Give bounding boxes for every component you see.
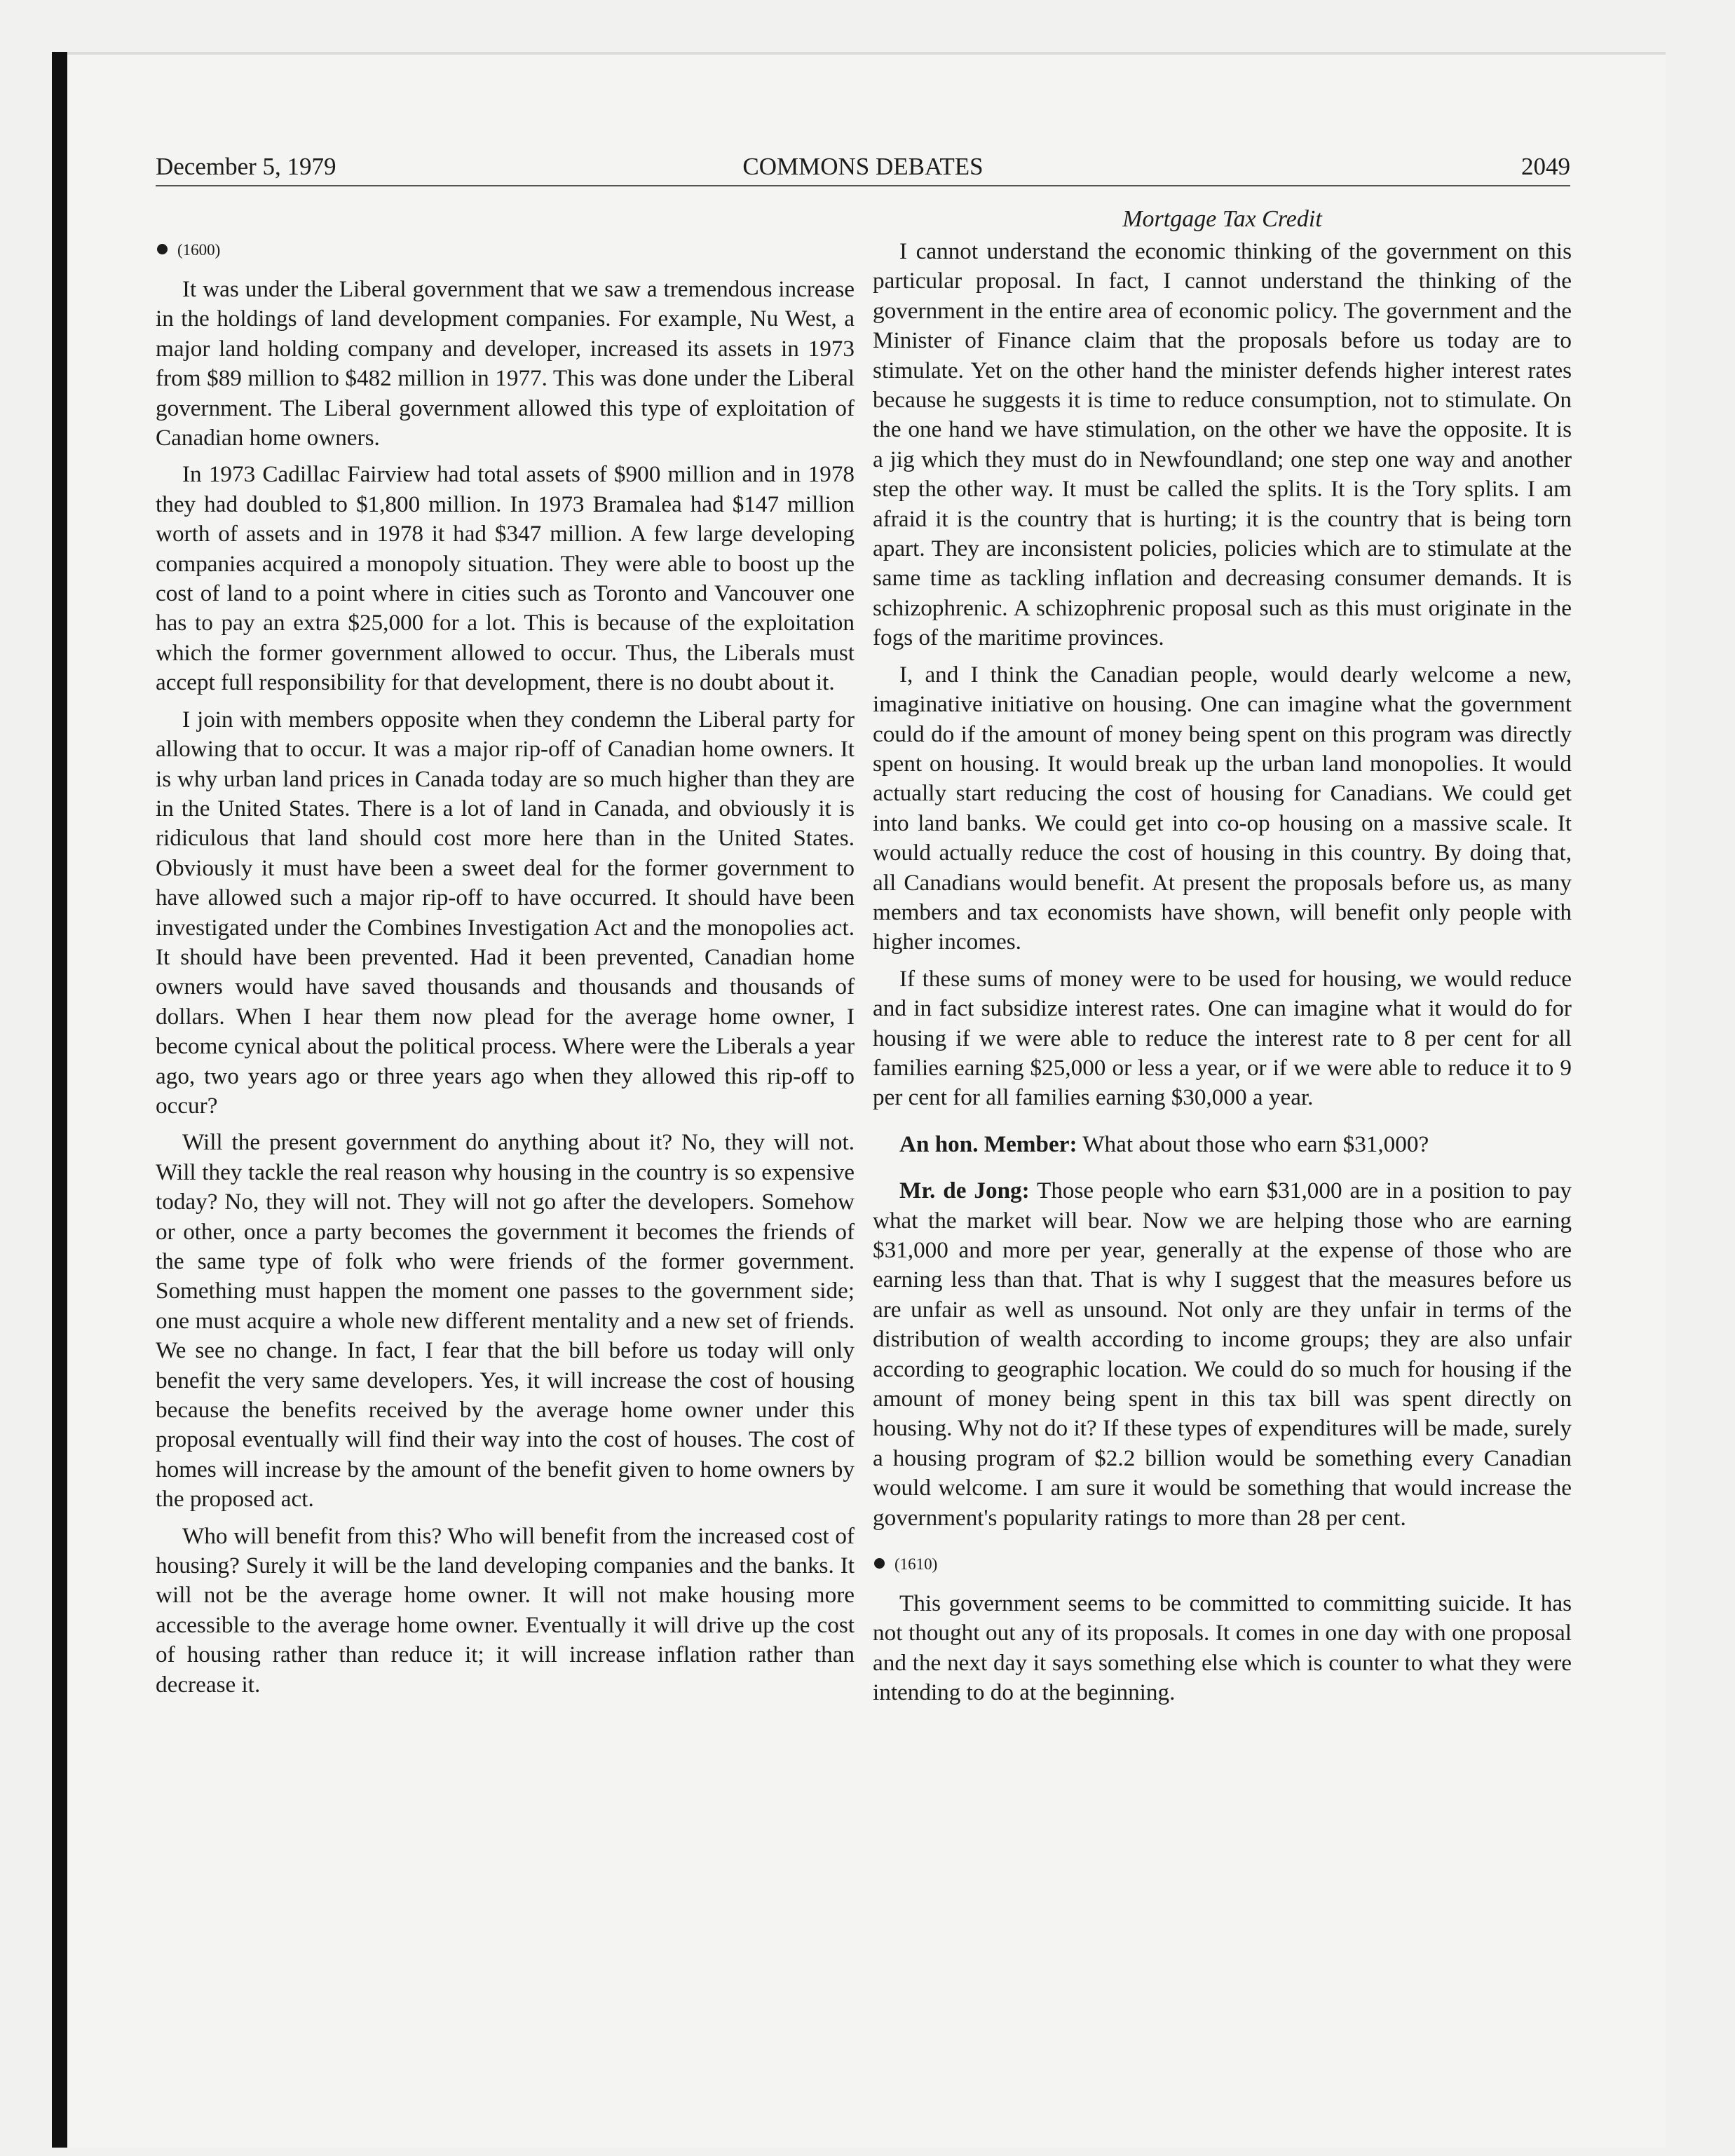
time-marker [873,1550,1572,1579]
paragraph: I cannot understand the economic thinking of the government on this particular proposal. In fact, I cannot understand the thinking of the government in the entire area of economic policy. The government and the Minister of Finance claim that the proposals before us today are to stimulate. Yet on the other hand the minister defends higher interest rates because he suggests it is time to reduce consumption, not to stimulate. On the one hand we have stimulation, on the other we have the opposite. It is a jig which they must do in Newfoundland; one step one way and another step the other way. It must be called the splits. It is the Tory splits. I am afraid it is the country that is hurting; it is the country that is being torn apart. They are inconsistent policies, policies which are to stimulate at the same time as tackling inflation and decreasing consumer demands. It is schizophrenic. A schizophrenic proposal such as this must originate in the fogs of the maritime provinces. [873,238,1572,651]
paragraph: Who will benefit from this? Who will benefit from the increased cost of housing? Surely it will be the land developing companies and the banks. It will not be the average home owner. It will not make housing more accessible to the average home owner. Eventually it will drive up the cost of housing rather than reduce it; it will increase inflation rather than decrease it. [156,1522,855,1698]
paragraph: It was under the Liberal government that we saw a tremendous increase in the holdings of land development companies. For example, Nu West, a major land holding company and developer, increased its assets in 1973 from $89 million to $482 million in 1977. This was done under the Liberal government. The Liberal government allowed this type of exploitation of Canadian home owners. [156,276,855,451]
paragraph: In 1973 Cadillac Fairview had total assets of $900 million and in 1978 they had doubled to $1,800 million. In 1973 Bramalea had $147 million worth of assets and in 1978 it had $347 million. A few large developing companies acquired a monopoly situation. They were able to boost up the cost of land to a point where in cities such as Toronto and Vancouver one has to pay an extra $25,000 for a lot. This is because of the exploitation which the former government allowed to occur. Thus, the Liberals must accept full responsibility for that development, there is no doubt about it. [156,461,855,696]
bullet-icon [157,244,168,254]
time-marker-label: (1610) [894,1555,938,1574]
header-title: COMMONS DEBATES [742,153,984,180]
paragraph: I join with members opposite when they condemn the Liberal party for allowing that to occur. It was a major rip-off of Canadian home owners. It is why urban land prices in Canada today are so much higher than they are in the United States. There is a lot of land in Canada, and obviously it is ridiculous that land should cost more here than in the United States. Obviously it must have been a sweet deal for the former government to have allowed such a major rip-off to have occurred. It should have been investigated under the Combines Investigation Act and the monopolies act. It should have been prevented. Had it been prevented, Canadian home owners would have saved thousands and thousands and thousands of dollars. When I hear them now plead for the average home owner, I become cynical about the political process. Where were the Liberals a year ago, two years ago or three years ago when they allowed this rip-off to occur? [156,706,855,1119]
speaker-name: An hon. Member: [899,1131,1077,1157]
header-rule [156,185,1570,186]
header-page-number: 2049 [1521,153,1570,180]
scan-top-edge [67,52,1666,55]
section-heading: Mortgage Tax Credit [1122,206,1322,232]
bullet-icon [874,1558,885,1569]
speech-text: What about those who earn $31,000? [1077,1131,1429,1157]
header-date: December 5, 1979 [156,153,336,180]
paragraph: If these sums of money were to be used for housing, we would reduce and in fact subsidize interest rates. One can imagine what it would do for housing if we were able to reduce the interest rate to 8 per cent for all families earning $25,000 or less a year, or if we were able to reduce it to 9 per cent for all families earning $30,000 a year. [873,965,1572,1111]
speaker-name: Mr. de Jong: [899,1178,1030,1204]
running-head [156,153,1570,184]
time-marker-label: (1600) [177,241,221,259]
speech-text: Those people who earn $31,000 are in a position to pay what the market will bear. Now we are helping those who are earning $31,000 and more per year, generally at the expense of those who are earning less than that. That is why I suggest that the measures before us are unfair as well as unsound. Not only are they unfair in terms of the distribution of wealth according to income groups; they are also unfair according to geographic location. We could do so much for housing if the amount of money being spent in this tax bill was spent directly on housing. Why not do it? If these types of expenditures will be made, surely a housing program of $2.2 billion would be something every Canadian would welcome. I am sure it would be something that would increase the government's popularity ratings to more than 28 per cent. [873,1178,1572,1531]
right-column [873,205,1572,1715]
paragraph: Will the present government do anything about it? No, they will not. Will they tackle the real reason why housing in the country is so expensive today? No, they will not. They will not go after the developers. Somehow or other, once a party becomes the government it becomes the friends of the same type of folk who were friends of the former government. Something must happen the moment one passes to the government side; one must acquire a whole new different mentality and a new set of friends. We see no change. In fact, I fear that the bill before us today will only benefit the very same developers. Yes, it will increase the cost of housing because the benefits received by the average home owner under this proposal eventually will find their way into the cost of houses. The cost of homes will increase by the amount of the benefit given to home owners by the proposed act. [156,1129,855,1513]
paragraph: I, and I think the Canadian people, would dearly welcome a new, imaginative initiative on housing. One can imagine what the government could do if the amount of money being spent on this program was directly spent on housing. It would break up the urban land monopolies. It would actually start reducing the cost of housing for Canadians. We could get into land banks. We could get into co-op housing on a massive scale. It would actually reduce the cost of housing in this country. By doing that, all Canadians would benefit. At present the proposals before us, as many members and tax economists have shown, will benefit only people with higher incomes. [873,661,1572,955]
left-column [156,205,855,1707]
paragraph: This government seems to be committed to committing suicide. It has not thought out any of its proposals. It comes in one day with one proposal and the next day it says something else which is counter to what they were intending to do at the beginning. [873,1590,1572,1706]
speech [873,1176,1572,1533]
scan-binding-edge [52,52,67,2148]
time-marker [156,236,855,265]
interjection [873,1130,1572,1159]
